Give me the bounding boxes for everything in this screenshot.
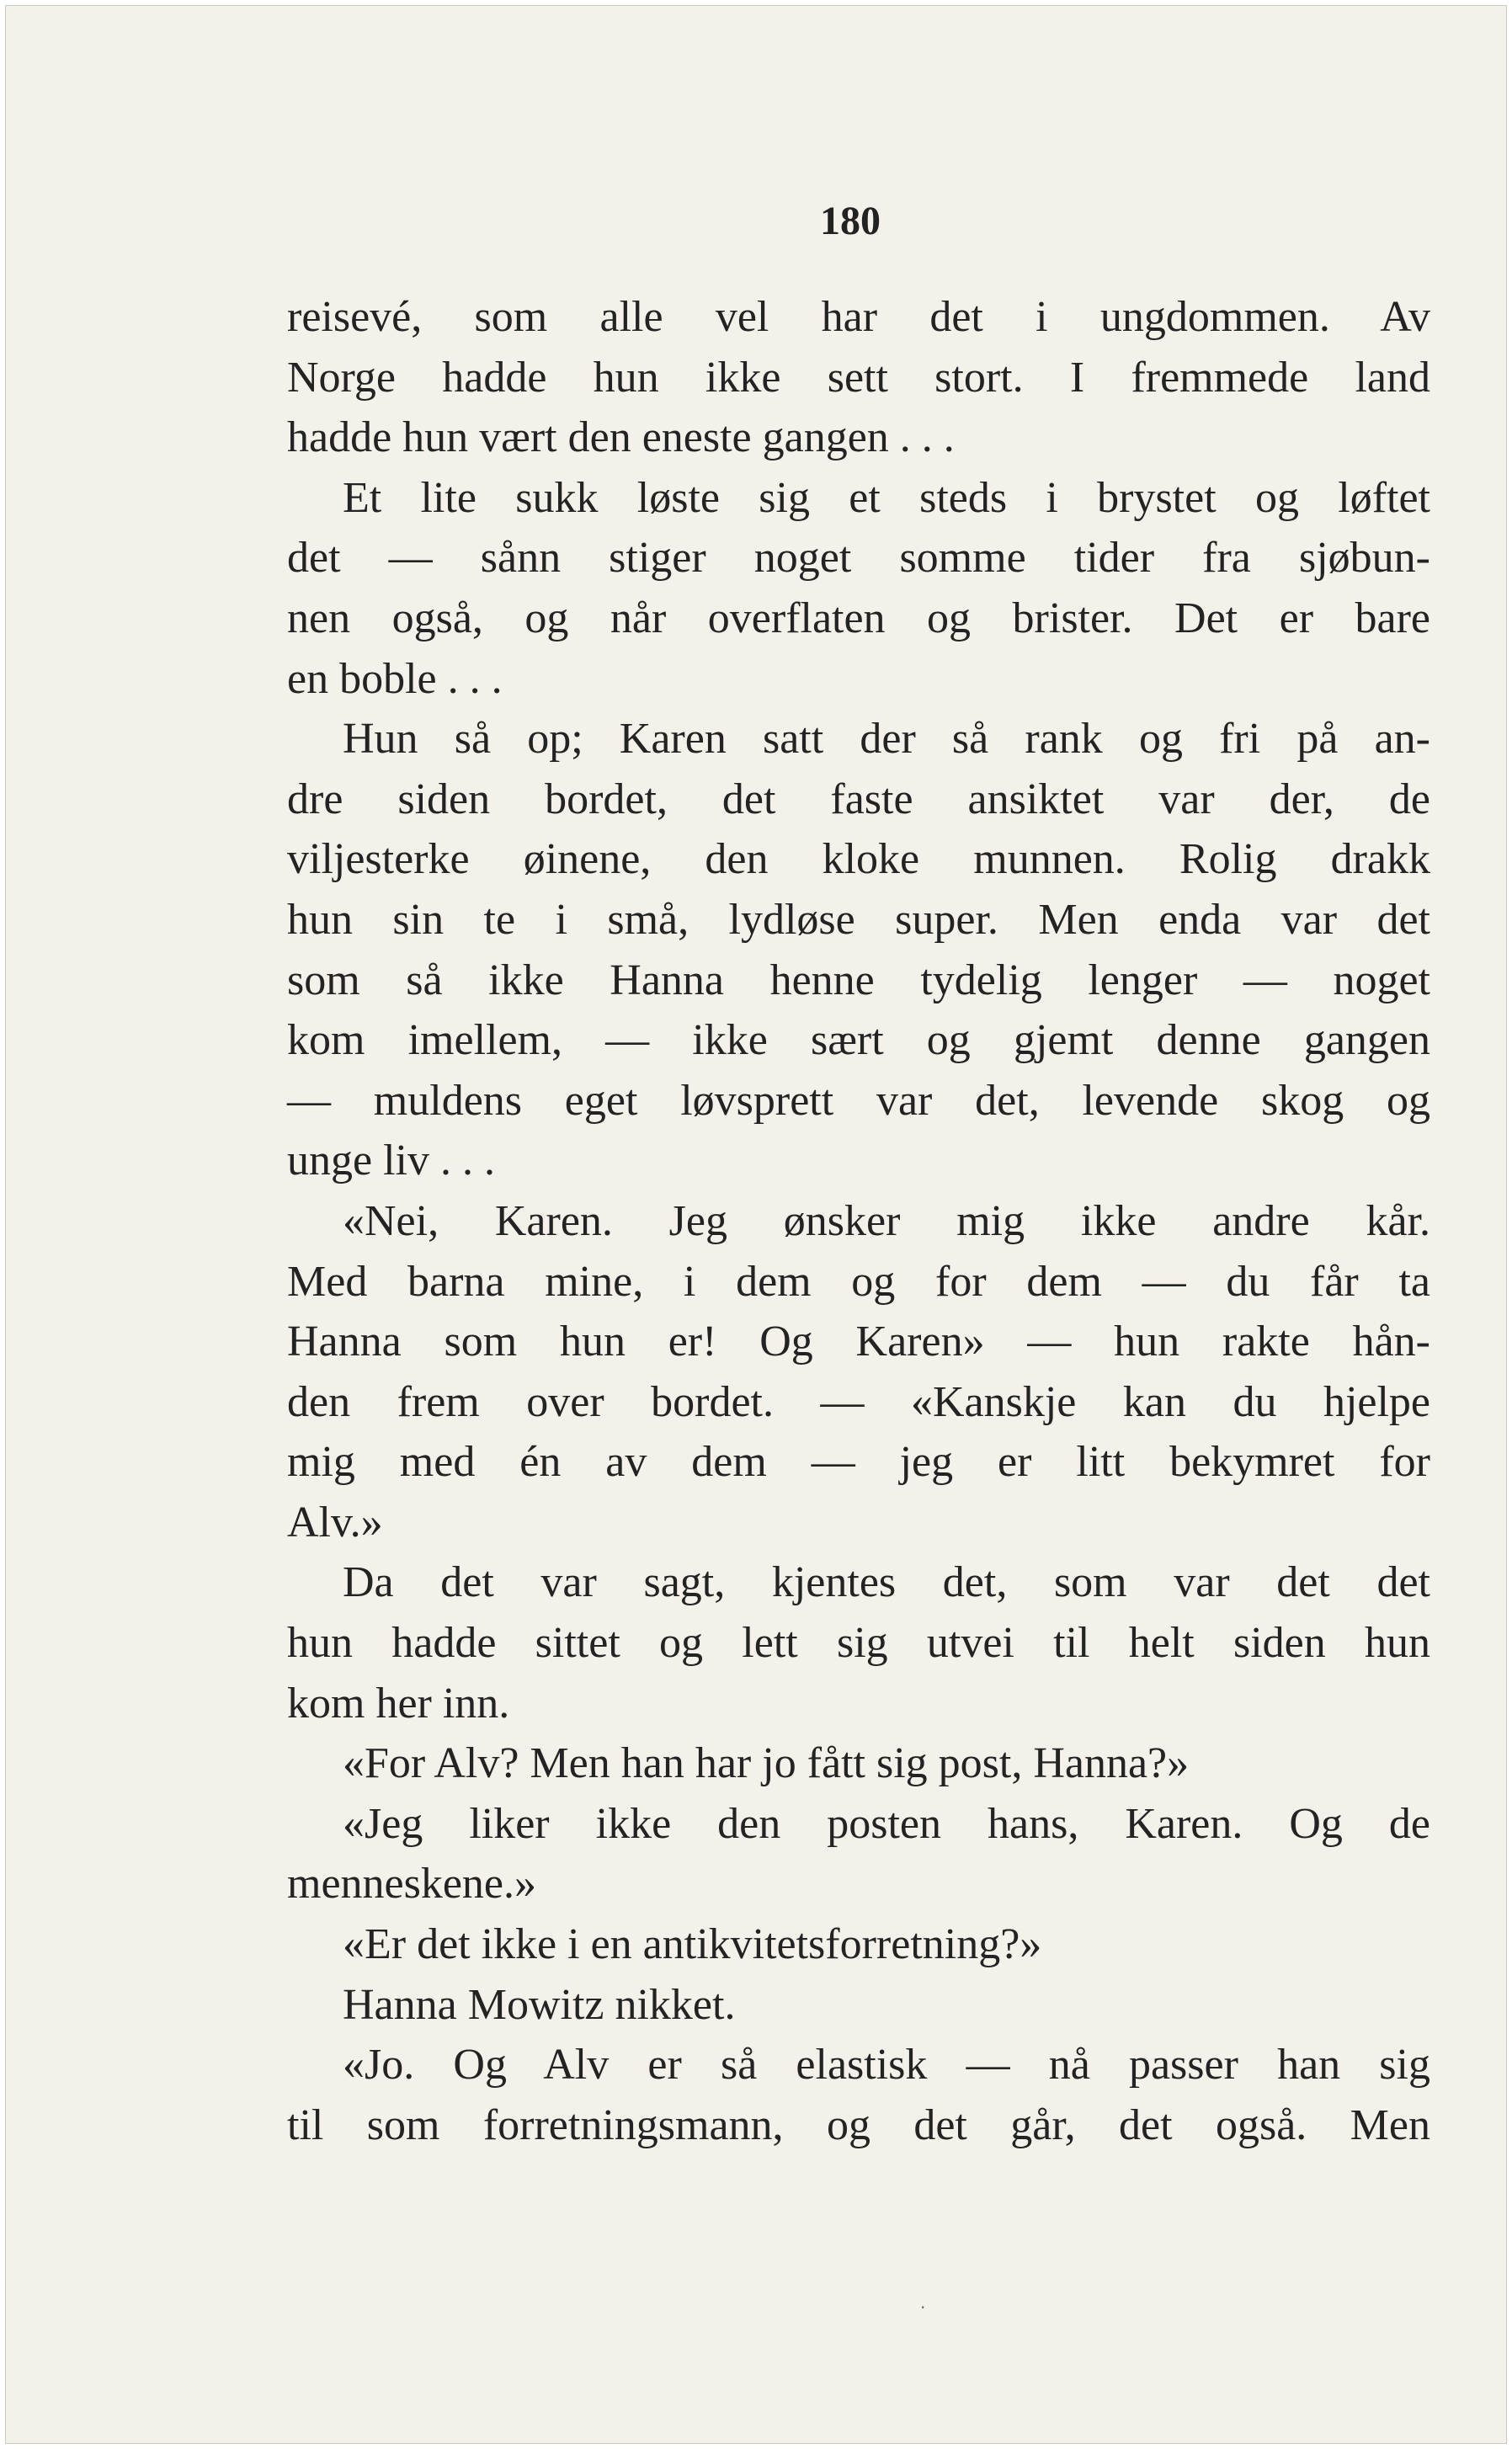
text-line: dre siden bordet, det faste ansiktet var der, de [287, 775, 1430, 823]
text-line: «Jeg liker ikke den posten hans, Karen. Og de [343, 1799, 1430, 1848]
text-line: kom her inn. [287, 1679, 510, 1728]
text-line: nen også, og når overflaten og brister. Det er bare [287, 594, 1430, 642]
text-line: Hun så op; Karen satt der så rank og fri på an- [343, 715, 1430, 764]
text-line: «For Alv? Men han har jo fått sig post, Hanna?» [343, 1739, 1190, 1788]
text-line: viljesterke øinene, den kloke munnen. Rolig drakk [287, 835, 1430, 884]
text-line: til som forretningsmann, og det går, det også. Men [287, 2100, 1430, 2149]
text-line: mig med én av dem — jeg er litt bekymret for [287, 1438, 1430, 1487]
text-line: kom imellem, — ikke sært og gjemt denne gangen [287, 1016, 1430, 1065]
text-line: unge liv . . . [287, 1137, 495, 1185]
text-line: en boble . . . [287, 654, 503, 703]
book-page [5, 5, 1507, 2444]
text-line: Et lite sukk løste sig et steds i brystet og løftet [343, 473, 1430, 522]
text-line: — muldens eget løvsprett var det, levende skog og [287, 1076, 1430, 1125]
text-line: hun sin te i små, lydløse super. Men enda var det [287, 895, 1430, 944]
text-line: Norge hadde hun ikke sett stort. I fremmede land [287, 353, 1430, 402]
text-line: «Er det ikke i en antikvitetsforretning?» [343, 1920, 1042, 1969]
text-line: som så ikke Hanna henne tydelig lenger — noget [287, 956, 1430, 1004]
text-line: menneskene.» [287, 1860, 537, 1909]
page-number: 180 [820, 199, 881, 243]
text-line: den frem over bordet. — «Kanskje kan du hjelpe [287, 1377, 1430, 1426]
body-text [287, 287, 1430, 2155]
text-line: Hanna Mowitz nikket. [343, 1980, 736, 2029]
text-line: Alv.» [287, 1498, 383, 1547]
text-line: hun hadde sittet og lett sig utvei til helt siden hun [287, 1619, 1430, 1668]
text-line: Da det var sagt, kjentes det, som var det det [343, 1558, 1430, 1607]
text-line: reisevé, som alle vel har det i ungdommen. Av [287, 293, 1430, 341]
text-line: «Jo. Og Alv er så elastisk — nå passer han sig [343, 2041, 1430, 2090]
text-line: hadde hun vært den eneste gangen . . . [287, 413, 955, 462]
text-line: Med barna mine, i dem og for dem — du får ta [287, 1257, 1430, 1306]
text-line: det — sånn stiger noget somme tider fra sjøbun- [287, 534, 1430, 583]
paper-speck: · [920, 2297, 926, 2318]
text-line: Hanna som hun er! Og Karen» — hun rakte hån- [287, 1318, 1430, 1366]
text-line: «Nei, Karen. Jeg ønsker mig ikke andre kår. [343, 1196, 1430, 1245]
